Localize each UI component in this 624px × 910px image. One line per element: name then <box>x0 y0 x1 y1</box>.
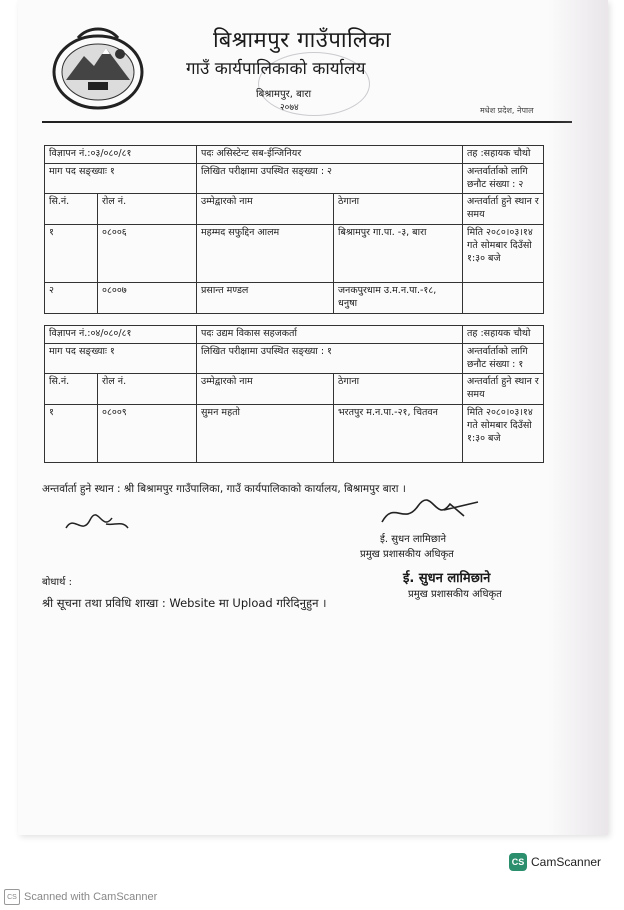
post-name: पदः उद्यम विकास सहजकर्ता <box>197 326 463 344</box>
cell-address: जनकपुरधाम उ.म.न.पा.-१८, धनुषा <box>334 283 463 314</box>
province-label: मधेश प्रदेश, नेपाल <box>480 106 534 115</box>
col-name: उम्मेद्वारको नाम <box>197 194 334 225</box>
office-stamp <box>258 52 370 116</box>
col-roll: रोल नं. <box>98 194 197 225</box>
col-address: ठेगाना <box>334 194 463 225</box>
col-roll: रोल नं. <box>98 374 197 405</box>
handwritten-signature-left <box>62 506 132 542</box>
cell-address: भरतपुर म.न.पा.-२१, चितवन <box>334 405 463 463</box>
demand-count: माग पद सङ्ख्याः १ <box>45 343 197 374</box>
cell-roll: ०८००७ <box>98 283 197 314</box>
table-row <box>45 225 544 283</box>
table-row <box>45 343 544 374</box>
signatory-title: प्रमुख प्रशासकीय अधिकृत <box>360 549 454 560</box>
post-name: पदः असिस्टेन्ट सब-ईन्जिनियर <box>197 146 463 164</box>
cell-sn: २ <box>45 283 98 314</box>
col-name: उम्मेद्वारको नाम <box>197 374 334 405</box>
notice-number: विज्ञापन नं.:०३/०८०/८१ <box>45 146 197 164</box>
post-level: तह :सहायक चौथो <box>463 146 544 164</box>
camscanner-icon: CS <box>509 853 527 871</box>
table-row <box>45 405 544 463</box>
interview-venue-note: अन्तर्वार्ता हुने स्थान : श्री बिश्रामपुर गाउँपालिका, गाउँ कार्यपालिकाको कार्यालय, बिश्रामपुर बारा । <box>42 483 406 495</box>
municipality-logo <box>48 22 148 110</box>
signatory-name: ई. सुधन लामिछाने <box>380 534 446 545</box>
post-level: तह :सहायक चौथो <box>463 326 544 344</box>
cell-roll: ०८००६ <box>98 225 197 283</box>
office-subtitle: गाउँ कार्यपालिकाको कार्यालय <box>186 59 366 79</box>
cell-name: सुमन महतो <box>197 405 334 463</box>
cc-line: श्री सूचना तथा प्रविधि शाखा : Website मा Upload गरिदिनुहुन । <box>42 596 327 610</box>
table-row <box>45 163 544 194</box>
camscanner-badge <box>509 853 601 871</box>
notice-table-1 <box>44 145 544 314</box>
cell-name: प्रसान्त मण्डल <box>197 283 334 314</box>
interview-count: अन्तर्वार्ताको लागि छनौट संख्या : २ <box>463 163 544 194</box>
col-venue: अन्तर्वार्ता हुने स्थान र समय <box>463 194 544 225</box>
scan-footer <box>4 889 157 905</box>
cell-sn: १ <box>45 225 98 283</box>
written-present-count: लिखित परीक्षामा उपस्थित सङ्ख्या : १ <box>197 343 463 374</box>
cell-venue: मिति २०८०।०३।१४ गते सोमबार दिउँसो १:३० बजे <box>463 225 544 283</box>
stamp-name: ई. सुधन लामिछाने <box>403 571 491 586</box>
cell-venue <box>463 283 544 314</box>
cell-roll: ०८००९ <box>98 405 197 463</box>
municipality-title: बिश्रामपुर गाउँपालिका <box>213 28 392 53</box>
header-divider <box>42 121 572 123</box>
written-present-count: लिखित परीक्षामा उपस्थित सङ्ख्या : २ <box>197 163 463 194</box>
col-sn: सि.नं. <box>45 194 98 225</box>
established-year: २०७४ <box>280 103 299 113</box>
table-row <box>45 326 544 344</box>
camscanner-label: CamScanner <box>531 855 602 869</box>
cc-label: बोधार्थ : <box>42 577 72 588</box>
camscanner-footer-icon: CS <box>4 889 20 905</box>
col-venue: अन्तर्वार्ता हुने स्थान र समय <box>463 374 544 405</box>
table-row <box>45 146 544 164</box>
cell-name: महम्मद सफुद्दिन आलम <box>197 225 334 283</box>
handwritten-signature-right <box>374 496 484 530</box>
table-header-row <box>45 374 544 405</box>
demand-count: माग पद सङ्ख्याः १ <box>45 163 197 194</box>
table-row <box>45 283 544 314</box>
footer-text: Scanned with CamScanner <box>24 891 158 903</box>
col-sn: सि.नं. <box>45 374 98 405</box>
notice-table-2 <box>44 325 544 463</box>
cell-address: बिश्रामपुर गा.पा. -३, बारा <box>334 225 463 283</box>
table-header-row <box>45 194 544 225</box>
stamp-title: प्रमुख प्रशासकीय अधिकृत <box>408 589 502 600</box>
col-address: ठेगाना <box>334 374 463 405</box>
notice-number: विज्ञापन नं.:०४/०८०/८१ <box>45 326 197 344</box>
interview-count: अन्तर्वार्ताको लागि छनौट संख्या : १ <box>463 343 544 374</box>
office-address: बिश्रामपुर, बारा <box>256 89 312 100</box>
cell-sn: १ <box>45 405 98 463</box>
cell-venue: मिति २०८०।०३।१४ गते सोमबार दिउँसो १:३० बजे <box>463 405 544 463</box>
